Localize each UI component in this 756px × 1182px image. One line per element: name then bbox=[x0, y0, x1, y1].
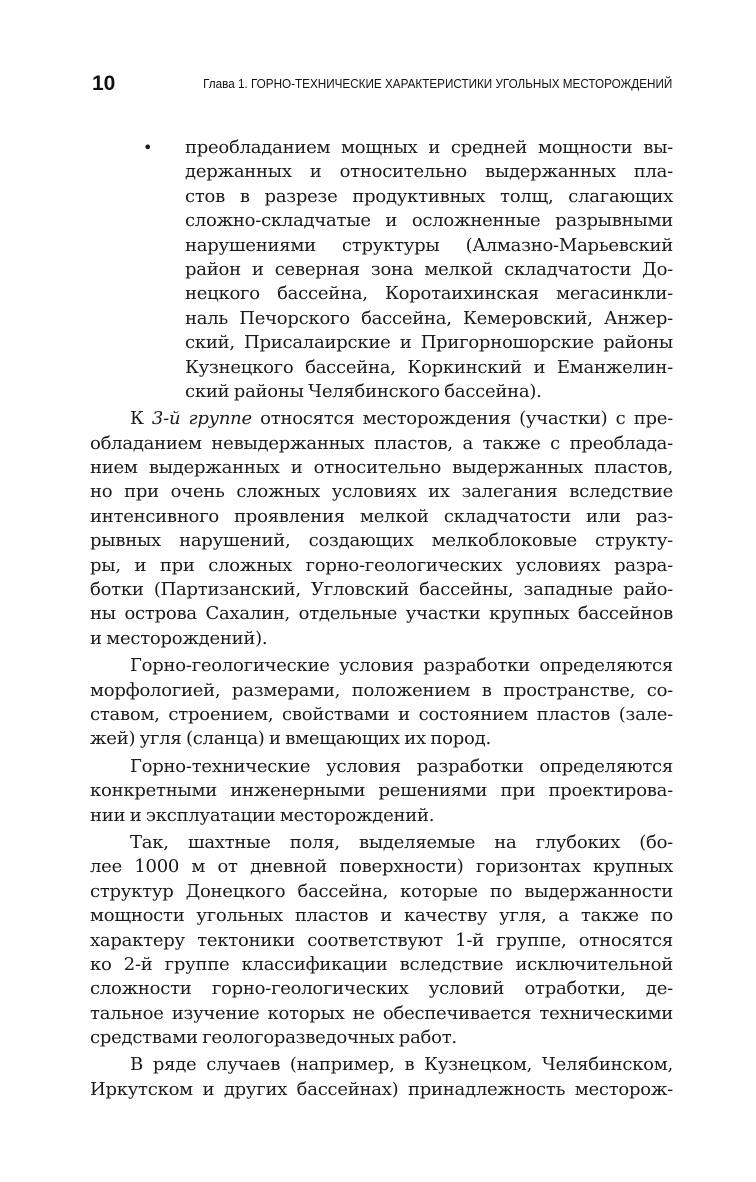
paragraph-basins bbox=[90, 1053, 673, 1102]
text-line: Так, шахтные поля, выделяемые на глубоких (бо- bbox=[130, 831, 673, 853]
text-line: нецкого бассейна, Коротаихинская мегасинкли- bbox=[185, 283, 673, 305]
text-line: жей) угля (сланца) и вмещающих их пород. bbox=[90, 728, 491, 750]
text-line: Горно-технические условия разработки определяются bbox=[130, 755, 673, 777]
bullet-list-item bbox=[143, 136, 673, 404]
text-line: характеру тектоники соответствуют 1-й группе, относятся bbox=[90, 929, 673, 951]
page-header bbox=[90, 70, 672, 102]
bullet-icon: • bbox=[143, 138, 153, 157]
paragraph-group-3 bbox=[90, 407, 673, 651]
text-line: наль Печорского бассейна, Кемеровский, Анжер- bbox=[185, 307, 673, 329]
text-line: интенсивного проявления мелкой складчатости или раз- bbox=[90, 505, 673, 527]
text-line: Горно-геологические условия разработки определяются bbox=[130, 655, 673, 677]
text-line: держанных и относительно выдержанных пла- bbox=[185, 161, 673, 183]
text-line: В ряде случаев (например, в Кузнецком, Челябинском, bbox=[130, 1054, 673, 1076]
text-line: но при очень сложных условиях их залегания вследствие bbox=[90, 481, 673, 503]
text-run: относятся месторождения (участки) с пре- bbox=[251, 408, 673, 430]
paragraph-technical-conditions bbox=[90, 755, 673, 828]
text-line: мощности угольных пластов и качеству угля, а также по bbox=[90, 905, 673, 927]
page-body bbox=[90, 136, 673, 1102]
text-line: обладанием невыдержанных пластов, а также с преоблада- bbox=[90, 432, 673, 454]
text-line: район и северная зона мелкой складчатости До- bbox=[185, 258, 673, 280]
text-line: ский районы Челябинского бассейна). bbox=[185, 380, 542, 402]
text-line: лее 1000 м от дневной поверхности) горизонтах крупных bbox=[90, 856, 673, 878]
text-line: конкретными инженерными решениями при проектирова- bbox=[90, 780, 673, 802]
paragraph-mine-fields bbox=[90, 831, 673, 1051]
text-line: структур Донецкого бассейна, которые по выдержанности bbox=[90, 880, 673, 902]
running-head: Глава 1. ГОРНО-ТЕХНИЧЕСКИЕ ХАРАКТЕРИСТИКИ УГОЛЬНЫХ МЕСТОРОЖДЕНИЙ bbox=[202, 76, 672, 91]
text-line: сложно-складчатые и осложненные разрывными bbox=[185, 210, 673, 232]
text-line: сложности горно-геологических условий отработки, де- bbox=[90, 978, 673, 1000]
text-line: ставом, строением, свойствами и состоянием пластов (зале- bbox=[90, 703, 673, 725]
text-line: преобладанием мощных и средней мощности вы- bbox=[185, 137, 673, 158]
text-line: нии и эксплуатации месторождений. bbox=[90, 804, 435, 826]
text-run: К bbox=[130, 408, 152, 430]
text-line bbox=[90, 407, 673, 431]
text-line: ский, Присалаирские и Пригорношорские районы bbox=[185, 332, 673, 354]
text-line: морфологией, размерами, положением в пространстве, со- bbox=[90, 679, 673, 701]
text-line: и месторождений). bbox=[90, 627, 268, 649]
text-line: рывных нарушений, создающих мелкоблоковые структу- bbox=[90, 530, 673, 552]
text-line: тальное изучение которых не обеспечивается техническими bbox=[90, 1002, 673, 1024]
text-line: нием выдержанных и относительно выдержанных пластов, bbox=[90, 457, 673, 479]
text-line: ны острова Сахалин, отдельные участки крупных бассейнов bbox=[90, 603, 673, 625]
italic-term: 3-й группе bbox=[151, 408, 252, 430]
paragraph-geological-conditions bbox=[90, 654, 673, 752]
text-line: Кузнецкого бассейна, Коркинский и Еманжелин- bbox=[185, 356, 673, 378]
text-line: стов в разрезе продуктивных толщ, слагающих bbox=[185, 185, 673, 207]
text-line: ко 2-й группе классификации вследствие исключительной bbox=[90, 953, 673, 975]
page-number: 10 bbox=[92, 72, 116, 95]
text-line: нарушениями структуры (Алмазно-Марьевский bbox=[185, 234, 673, 256]
text-line: ботки (Партизанский, Угловский бассейны, западные райо- bbox=[90, 579, 673, 601]
text-line: Иркутском и других бассейнах) принадлежность месторож- bbox=[90, 1078, 673, 1100]
text-line: ры, и при сложных горно-геологических условиях разра- bbox=[90, 554, 673, 576]
text-line: средствами геологоразведочных работ. bbox=[90, 1027, 457, 1049]
